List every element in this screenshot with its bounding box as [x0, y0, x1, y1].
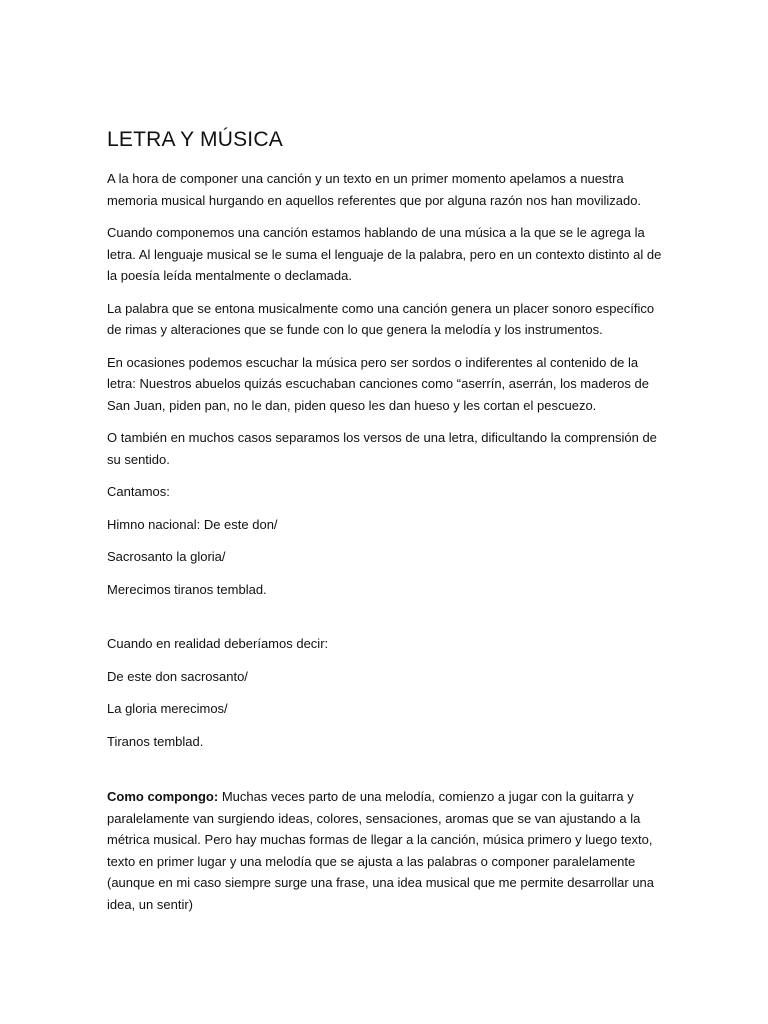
paragraph-how-i-compose — [107, 786, 667, 915]
spacer — [107, 611, 667, 633]
cantamos-label: Cantamos: — [107, 484, 170, 499]
how-i-compose-text: Muchas veces parto de una melodía, comienzo a jugar con la guitarra y paralelamente van surgiendo ideas, colores, sensaciones, aromas que se van ajustando a la métrica musical. Pero hay muchas formas de llegar a la canción, música primero y luego texto, texto en primer lugar y una melodía que se ajusta a las palabras o componer paralelamente (aunque en mi caso siempre surge una frase, una idea musical que me permite desarrollar una idea, un sentir) — [107, 789, 655, 912]
paragraph-intro: A la hora de componer una canción y un texto en un primer momento apelamos a nuestra memoria musical hurgando en aquellos referentes que por alguna razón nos han movilizado. — [107, 171, 642, 208]
how-i-compose-label: Como compongo: — [107, 789, 219, 804]
spacer — [107, 763, 667, 786]
paragraph-music-and-lyrics: Cuando componemos una canción estamos hablando de una música a la que se le agrega la letra. Al lenguaje musical se le suma el lenguaje de la palabra, pero en un contexto distinto al de la poesía leída mentalmente o declamada. — [107, 225, 662, 283]
paragraph-sonic-pleasure: La palabra que se entona musicalmente como una canción genera un placer sonoro específico de rimas y alteraciones que se funde con lo que genera la melodía y los instrumentos. — [107, 300, 655, 337]
sung-verse-1: Himno nacional: De este don/ — [107, 516, 278, 532]
correct-verse-2: La gloria merecimos/ — [107, 701, 228, 716]
correct-verse-1: De este don sacrosanto/ — [107, 668, 248, 684]
sung-verse-2: Sacrosanto la gloria/ — [107, 549, 226, 564]
document-body — [107, 126, 667, 926]
correct-verse-3: Tiranos temblad. — [107, 733, 204, 749]
document-title: LETRA Y MÚSICA — [107, 128, 283, 151]
sung-verse-3: Merecimos tiranos temblad. — [107, 581, 267, 597]
paragraph-grandparents-song: En ocasiones podemos escuchar la música pero ser sordos o indiferentes al contenido de la letra: Nuestros abuelos quizás escuchaban canciones como “aserrín, aserrán, los maderos de San Juan, piden pan, no le dan, piden queso les dan hueso y les cortan el pescuezo. — [107, 354, 649, 413]
paragraph-separated-verses: O también en muchos casos separamos los versos de una letra, dificultando la comprensión de su sentido. — [107, 430, 657, 467]
should-say-intro: Cuando en realidad deberíamos decir: — [107, 636, 329, 651]
